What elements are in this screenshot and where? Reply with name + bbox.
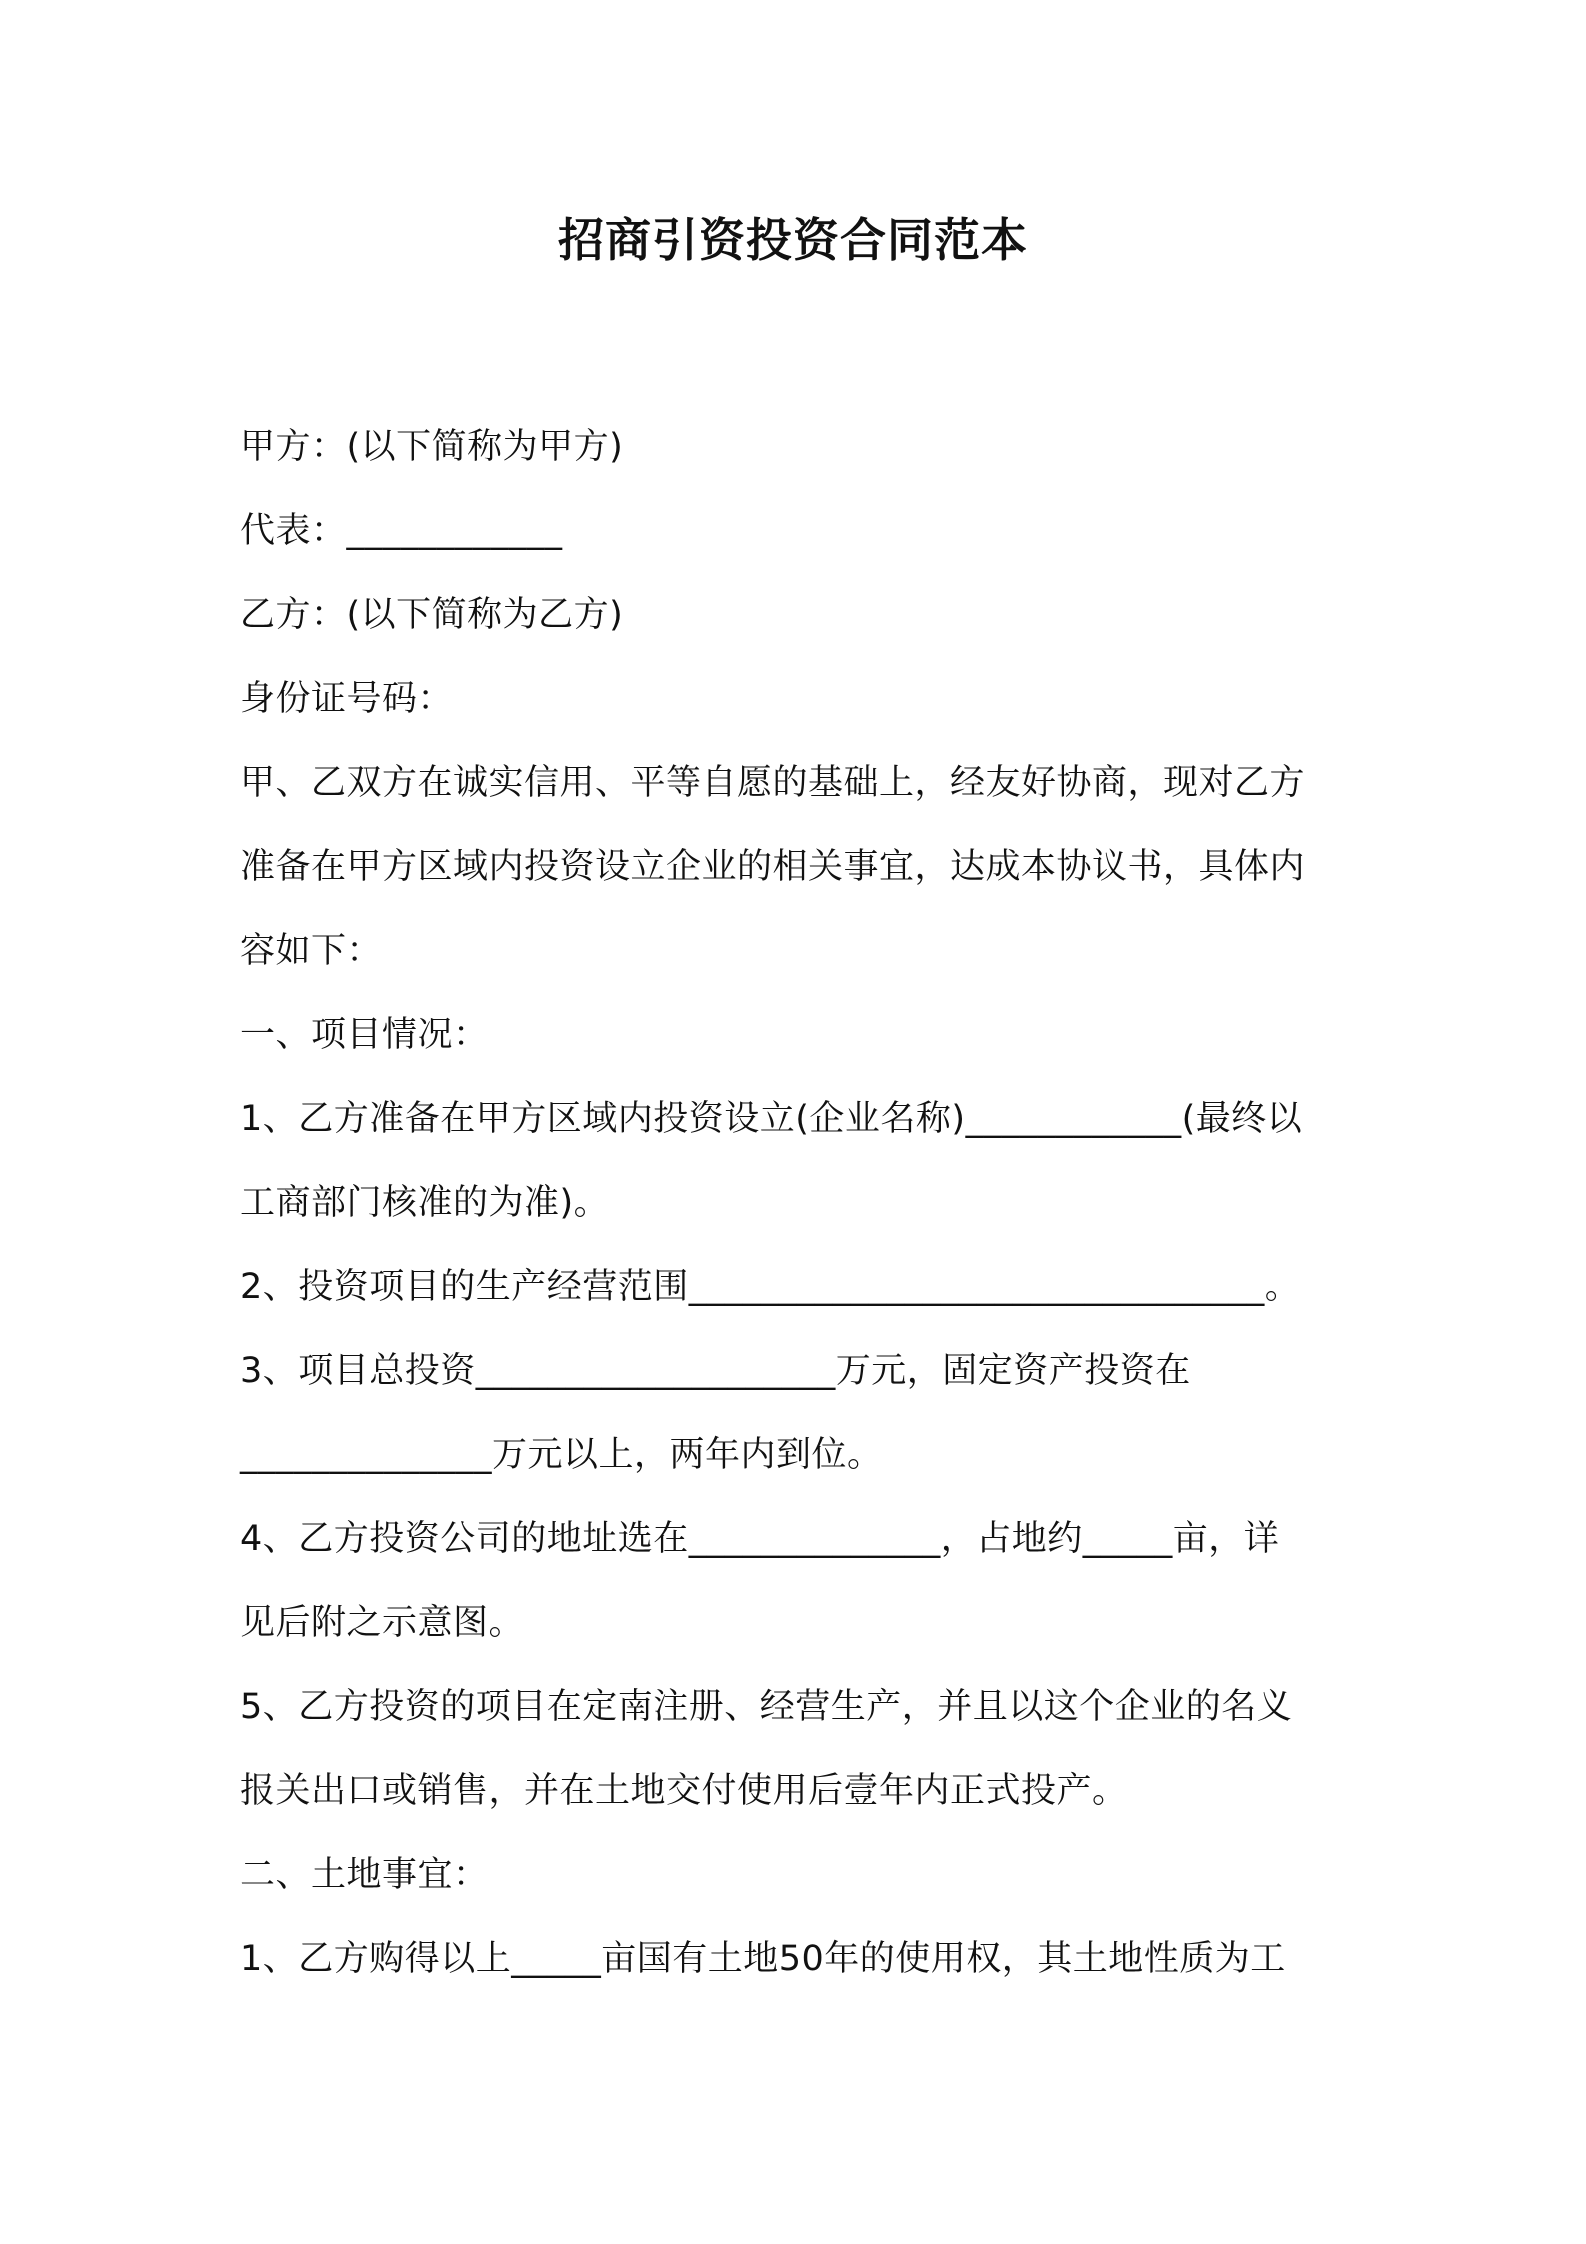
- party-b-line: 乙方：(以下简称为乙方): [240, 595, 624, 635]
- document-body: [240, 405, 1350, 2001]
- section-heading-project: 一、项目情况：: [240, 1015, 489, 1055]
- section-heading-land: 二、土地事宜：: [240, 1855, 489, 1895]
- preamble-line-3: 容如下：: [240, 931, 383, 971]
- preamble-line-1: 甲、乙双方在诚实信用、平等自愿的基础上，经友好协商，现对乙方: [240, 763, 1306, 803]
- clause-1-5-line-2: 报关出口或销售，并在土地交付使用后壹年内正式投产。: [240, 1771, 1128, 1811]
- clause-2-1-line-1: 1、乙方购得以上_____亩国有土地50年的使用权，其土地性质为工: [240, 1939, 1286, 1979]
- clause-1-3-line-1: 3、项目总投资____________________万元，固定资产投资在: [240, 1351, 1191, 1391]
- document-title: 招商引资投资合同范本: [558, 213, 1028, 267]
- id-number-line: 身份证号码：: [240, 679, 454, 719]
- clause-1-4-line-1: 4、乙方投资公司的地址选在______________，占地约_____亩，详: [240, 1519, 1280, 1559]
- clause-1-4-line-2: 见后附之示意图。: [240, 1603, 525, 1643]
- representative-line: 代表：____________: [240, 511, 563, 551]
- party-a-line: 甲方：(以下简称为甲方): [240, 427, 624, 467]
- clause-1-3-line-2: ______________万元以上，两年内到位。: [240, 1435, 883, 1475]
- preamble-line-2: 准备在甲方区域内投资设立企业的相关事宜，达成本协议书，具体内: [240, 847, 1306, 887]
- clause-1-2: 2、投资项目的生产经营范围________________________________。: [240, 1267, 1301, 1307]
- clause-1-1-line-2: 工商部门核准的为准)。: [240, 1183, 610, 1223]
- clause-1-1-line-1: 1、乙方准备在甲方区域内投资设立(企业名称)____________(最终以: [240, 1099, 1303, 1139]
- clause-1-5-line-1: 5、乙方投资的项目在定南注册、经营生产，并且以这个企业的名义: [240, 1687, 1293, 1727]
